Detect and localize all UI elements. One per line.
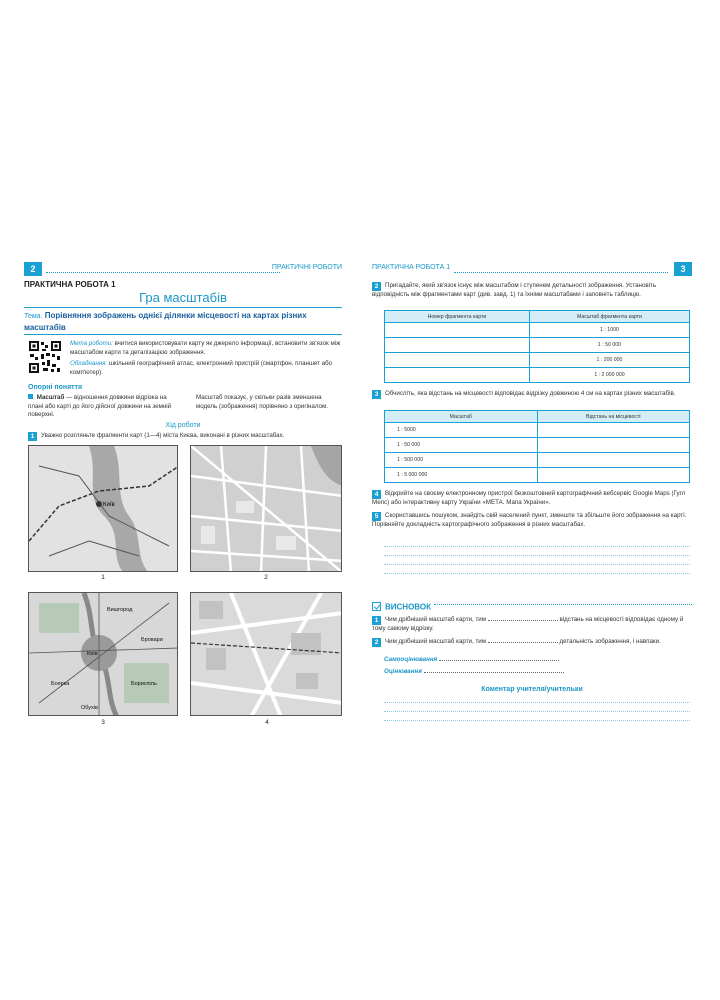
eval-field[interactable] [424, 672, 564, 673]
concept-def: — відношення довжини відрізка на плані або карті до його дійсної довжини на земній поверхні. [28, 394, 172, 419]
self-eval-field[interactable] [439, 660, 559, 661]
goal-label: Мета роботи: [70, 340, 113, 347]
table2-header-scale: Масштаб [385, 411, 538, 423]
map-fragment-4 [190, 592, 342, 716]
progress-heading: Хід роботи [165, 422, 201, 429]
conclusion-title: ВИСНОВОК [385, 602, 431, 612]
map-1-graphic [29, 446, 178, 572]
task-5-answer-lines[interactable] [384, 538, 690, 574]
distance-table [384, 410, 690, 483]
equipment-text: шкільний географічний атлас, електронний пристрій (смартфон, планшет або комп'ютер). [70, 360, 333, 376]
right-header-rule [454, 272, 668, 273]
map-caption-3: 3 [101, 719, 105, 726]
table2-cell-input[interactable] [537, 438, 690, 453]
goal-paragraph [70, 340, 342, 357]
table2-header-distance: Відстань на місцевості [537, 411, 690, 423]
table2-cell-input[interactable] [537, 453, 690, 468]
table1-cell-input[interactable] [385, 338, 530, 353]
goal-text: вчитися використовувати карту як джерело інформації, встановити зв'язок між масштабом карти та деталізацією зображення. [70, 340, 341, 356]
task-2 [372, 282, 692, 300]
task-5-text: Скориставшись пошуком, знайдіть свій населений пункт, зменште та збільште його зображення на карті. Порівняйте докладність картографічного зображення в різних масштабах. [372, 512, 687, 528]
map-caption-4: 4 [265, 719, 269, 726]
svg-text:Вишгород: Вишгород [107, 607, 133, 613]
conclusion-2-blank[interactable] [488, 642, 558, 643]
conclusion-1-blank[interactable] [488, 620, 558, 621]
task-5-number: 5 [372, 512, 381, 521]
left-page [24, 262, 342, 732]
teacher-comment-heading: Коментар учителя/учительки [481, 686, 583, 693]
right-page [372, 262, 692, 732]
table-row: 1 : 5 000 000 [385, 468, 690, 483]
table-row: 1 : 500 000 [385, 453, 690, 468]
svg-text:Бориспіль: Бориспіль [131, 681, 157, 687]
page-title: Гра масштабів [139, 290, 227, 305]
scale-match-table [384, 310, 690, 383]
table1-header-fragment: Номер фрагмента карти [385, 311, 530, 323]
right-header-text: ПРАКТИЧНА РОБОТА 1 [372, 264, 451, 271]
svg-text:Київ: Київ [87, 651, 98, 657]
table-row: 1 : 1000 [385, 323, 690, 338]
map-caption-2: 2 [264, 574, 268, 581]
topic-text: Порівняння зображень однієї ділянки місцевості на картах різних масштабів [24, 311, 307, 332]
conclusion-1-number: 1 [372, 616, 381, 625]
topic-rule [24, 334, 342, 335]
task-3 [372, 390, 692, 399]
task-1 [28, 432, 342, 441]
qr-code-icon[interactable] [28, 340, 62, 374]
task-2-number: 2 [372, 282, 381, 291]
map-fragment-3 [28, 592, 178, 716]
bullet-icon [28, 394, 33, 399]
concept-term: Масштаб [36, 394, 65, 401]
table1-cell-input[interactable] [385, 368, 530, 383]
task-4 [372, 490, 692, 508]
table1-cell-input[interactable] [385, 323, 530, 338]
svg-text:Обухів: Обухів [81, 705, 98, 711]
task-1-text: Уважно розгляньте фрагменти карт (1—4) міста Києва, виконані в різних масштабах. [41, 432, 285, 439]
self-eval-label: Самооцінювання [384, 656, 438, 663]
table-row: 1 : 50 000 [385, 438, 690, 453]
map-1-city-label: Київ [103, 502, 115, 508]
task-2-text: Пригадайте, який зв'язок існує між масштабом і ступенем детальності зображення. Установіть відповідність між фрагментами карт (див. завд. 1) та їхніми масштабами і заповніть таблицю. [372, 282, 657, 298]
left-header-text: ПРАКТИЧНІ РОБОТИ [271, 264, 342, 271]
map-fragment-2 [190, 445, 342, 572]
table1-cell-input[interactable] [385, 353, 530, 368]
right-page-number: 3 [674, 262, 692, 276]
conclusion-2-number: 2 [372, 638, 381, 647]
conclusion-rule [434, 604, 692, 605]
checkbox-icon [372, 602, 381, 611]
evaluation [384, 668, 584, 677]
map-4-graphic [191, 593, 342, 716]
table-row: 1 : 2 000 000 [385, 368, 690, 383]
table2-cell-input[interactable] [537, 468, 690, 483]
title-rule [24, 307, 342, 308]
svg-text:Боярка: Боярка [51, 681, 70, 687]
table1-header-scale: Масштаб фрагмента карти [529, 311, 689, 323]
table2-cell-input[interactable] [537, 423, 690, 438]
task-3-text: Обчисліть, яка відстань на місцевості відповідає відрізку довжиною 4 см на картах різних масштабів. [385, 390, 676, 397]
concept-note: Масштаб показує, у скільки разів зменшена модель (зображення) порівняно з оригіналом. [196, 394, 328, 410]
topic [24, 310, 342, 333]
topic-label: Тема. [24, 313, 43, 320]
concept-definition [28, 394, 176, 420]
equipment-paragraph [70, 360, 342, 377]
table-row: 1 : 5000 [385, 423, 690, 438]
equipment-label: Обладнання: [70, 360, 108, 367]
teacher-comment-lines[interactable] [384, 694, 690, 721]
task-4-text: Відкрийте на своєму електронному пристрої безкоштовний картографічний вебсервіс Google Maps (Гугл Мепс) або інтерактивну карту України «МЕТА. Мапа України». [372, 490, 686, 506]
conclusion-2: 2 Чим дрібніший масштаб карти, тим детальність зображення, і навпаки. [372, 638, 692, 647]
map-fragment-1 [28, 445, 178, 572]
task-3-number: 3 [372, 390, 381, 399]
map-3-graphic [29, 593, 178, 716]
work-label: ПРАКТИЧНА РОБОТА 1 [24, 280, 116, 289]
left-header-rule [46, 272, 280, 273]
task-1-number: 1 [28, 432, 37, 441]
conclusion-1: 1 Чим дрібніший масштаб карти, тим відстань на місцевості відповідає одному й тому самому відрізку. [372, 616, 684, 632]
map-2-graphic [191, 446, 342, 572]
task-5 [372, 512, 692, 530]
conclusion-heading [372, 598, 431, 616]
eval-label: Оцінювання [384, 668, 422, 675]
map-caption-1: 1 [101, 574, 105, 581]
table-row: 1 : 200 000 [385, 353, 690, 368]
self-evaluation [384, 656, 584, 665]
concepts-heading: Опорні поняття [28, 384, 83, 391]
svg-text:Бровари: Бровари [141, 637, 163, 643]
table-row: 1 : 50 000 [385, 338, 690, 353]
task-4-number: 4 [372, 490, 381, 499]
left-page-number: 2 [24, 262, 42, 276]
